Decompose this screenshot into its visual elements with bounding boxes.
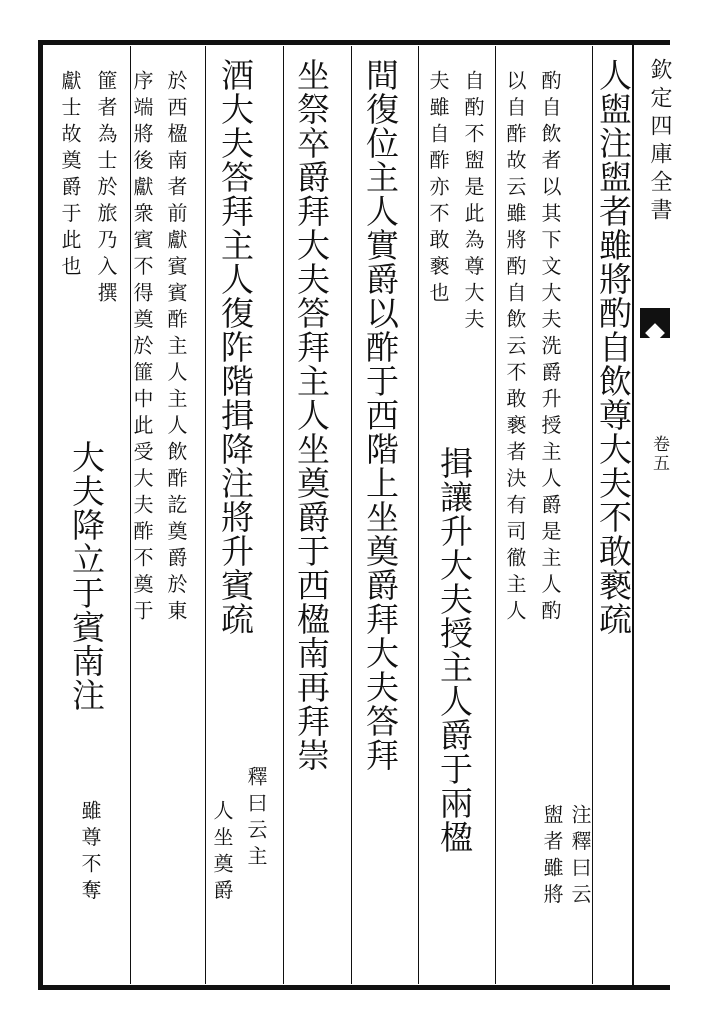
inline-note: 注釋曰云 bbox=[568, 804, 592, 910]
note-column: 序端將後獻衆賓不得奠於篚中此受大夫酢不奠于 bbox=[130, 70, 154, 627]
column-rule bbox=[592, 46, 593, 984]
note-column: 獻士故奠爵于此也 bbox=[58, 70, 82, 282]
note-column: 以自酢故云雖將酌自飲云不敢褻者決有司徹主人 bbox=[503, 70, 527, 627]
inline-note: 人坐奠爵 bbox=[210, 800, 234, 906]
note-column: 於西楹南者前獻賓賓酢主人主人飲酢訖奠爵於東 bbox=[164, 70, 188, 627]
text-column: 人盥注盥者雖將酌自飲尊大夫不敢褻疏 bbox=[594, 58, 633, 636]
inline-note: 雖尊不奪 bbox=[78, 800, 102, 906]
column-rule bbox=[351, 46, 352, 984]
text-column: 揖讓升大夫授主人爵于兩楹 bbox=[435, 446, 474, 854]
text-column: 酒大夫答拜主人復阼階揖降注將升賓疏 bbox=[216, 58, 255, 636]
inline-note: 盥者雖將 bbox=[540, 804, 564, 910]
text-column: 坐祭卒爵拜大夫答拜主人坐奠爵于西楹南再拜崇 bbox=[292, 58, 331, 772]
column-rule bbox=[418, 46, 419, 984]
inline-note: 釋曰云主 bbox=[244, 766, 268, 872]
juan-label: 卷五 bbox=[649, 435, 669, 473]
column-rule bbox=[495, 46, 496, 984]
column-rule bbox=[205, 46, 206, 984]
margin-header: 欽定四庫全書 bbox=[647, 58, 672, 226]
fishtail-mark-icon bbox=[640, 308, 670, 338]
note-column: 篚者為士於旅乃入撰 bbox=[94, 70, 118, 309]
text-column: 間復位主人實爵以酢于西階上坐奠爵拜大夫答拜 bbox=[361, 58, 400, 772]
note-column: 夫雖自酢亦不敢褻也 bbox=[426, 70, 450, 309]
note-column: 自酌不盥是此為尊大夫 bbox=[461, 70, 485, 335]
note-column: 酌自飲者以其下文大夫洗爵升授主人爵是主人酌 bbox=[538, 70, 562, 627]
column-rule bbox=[283, 46, 284, 984]
text-column: 大夫降立于賓南注 bbox=[67, 440, 106, 712]
